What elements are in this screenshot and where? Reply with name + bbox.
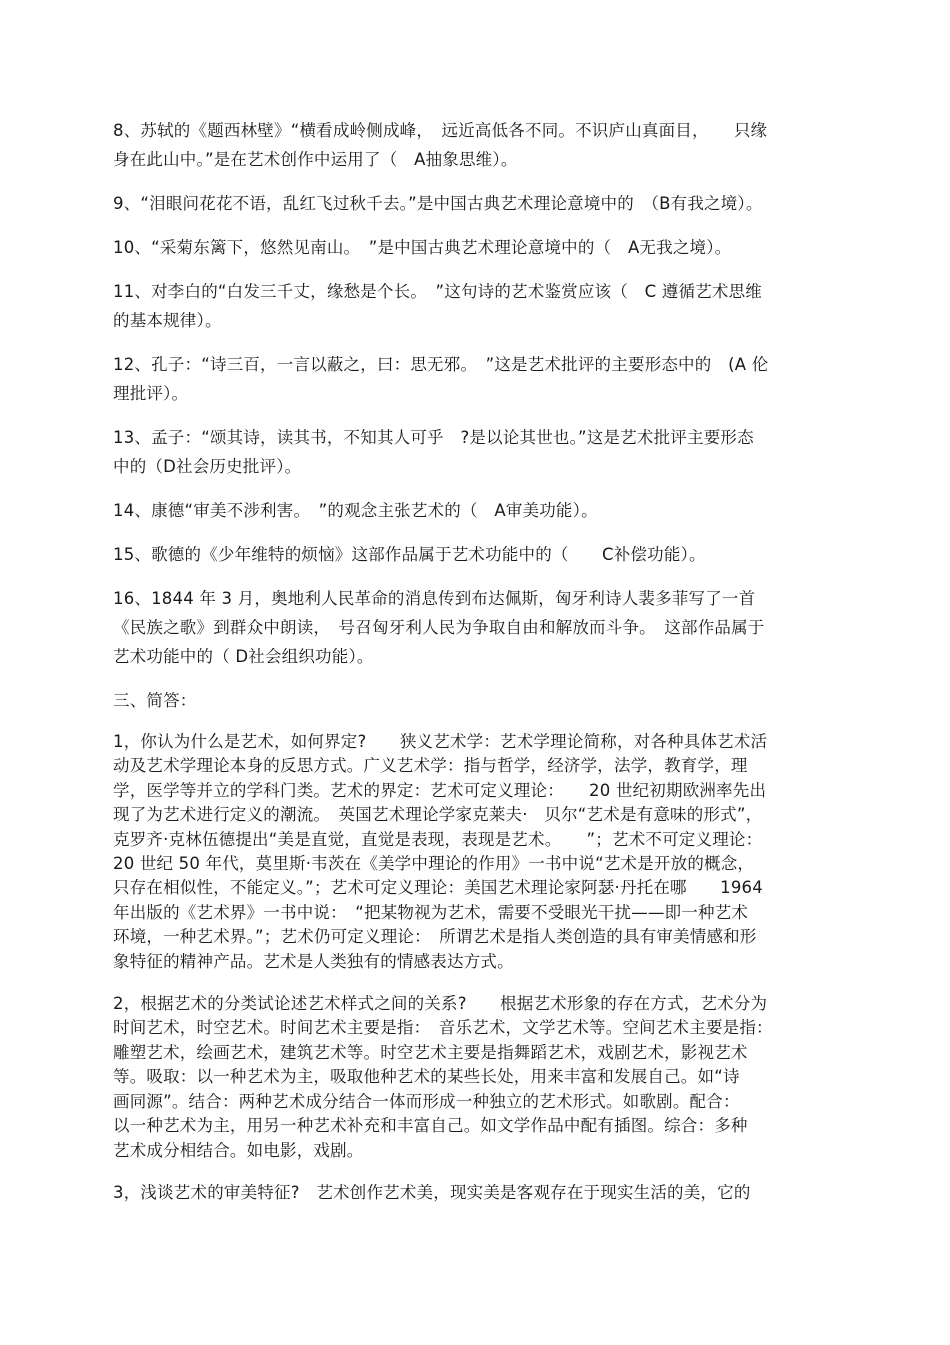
text-line: 克罗齐·克林伍德提出“美是直觉，直觉是表现，表现是艺术。 ”；艺术不可定义理论： <box>113 829 763 849</box>
text-line: 3，浅谈艺术的审美特征? 艺术创作艺术美，现实美是客观存在于现实生活的美，它的 <box>113 1182 751 1202</box>
text-line: 14、康德“审美不涉利害。 ”的观念主张艺术的（ A审美功能）。 <box>113 501 598 520</box>
text-line: 现了为艺术进行定义的潮流。 英国艺术理论学家克莱夫· 贝尔“艺术是有意味的形式”， <box>113 805 763 825</box>
text-line: 《民族之歌》到群众中朗读， 号召匈牙利人民为争取自由和解放而斗争。 这部作品属于 <box>113 618 765 637</box>
text-line: 16、1844 年 3 月，奥地利人民革命的消息传到布达佩斯，匈牙利诗人裴多菲写了一首 <box>113 589 756 608</box>
text-line: 的基本规律）。 <box>113 311 222 330</box>
text-line: 只存在相似性，不能定义。”；艺术可定义理论：美国艺术理论家阿瑟·丹托在哪 1964 <box>113 878 763 898</box>
question-8 <box>113 116 835 174</box>
text-line: 9、“泪眼问花花不语，乱红飞过秋千去。”是中国古典艺术理论意境中的 （B有我之境）。 <box>113 194 763 213</box>
text-line: 环境，一种艺术界。”；艺术仍可定义理论： 所谓艺术是指人类创造的具有审美情感和形 <box>113 927 757 947</box>
text-line: 2，根据艺术的分类试论述艺术样式之间的关系? 根据艺术形象的存在方式，艺术分为 <box>113 994 768 1014</box>
question-15 <box>113 540 835 569</box>
text-line: 等。吸取：以一种艺术为主，吸取他种艺术的某些长处，用来丰富和发展自己。如“诗 <box>113 1067 740 1087</box>
text-line: 20 世纪 50 年代，莫里斯·韦茨在《美学中理论的作用》一书中说“艺术是开放的概念， <box>113 854 755 874</box>
text-line: 艺术功能中的（ D社会组织功能）。 <box>113 647 374 666</box>
text-line: 年出版的《艺术界》一书中说： “把某物视为艺术，需要不受眼光干扰——即一种艺术 <box>113 902 749 922</box>
text-line: 15、歌德的《少年维特的烦恼》这部作品属于艺术功能中的（ C补偿功能）。 <box>113 545 706 564</box>
text-line: 以一种艺术为主，用另一种艺术补充和丰富自己。如文学作品中配有插图。综合：多种 <box>113 1116 748 1136</box>
section-heading <box>113 686 835 715</box>
question-12 <box>113 350 835 408</box>
text-line: 8、苏轼的《题西林壁》“横看成岭侧成峰， 远近高低各不同。不识庐山真面目， 只缘 <box>113 121 768 140</box>
question-11 <box>113 277 835 335</box>
text-line: 12、孔子：“诗三百，一言以蔽之，曰：思无邪。 ”这是艺术批评的主要形态中的 (A 伦 <box>113 355 769 374</box>
question-10 <box>113 233 835 262</box>
text-line: 雕塑艺术，绘画艺术，建筑艺术等。时空艺术主要是指舞蹈艺术，戏剧艺术，影视艺术 <box>113 1042 748 1062</box>
text-line: 13、孟子：“颂其诗，读其书，不知其人可乎 ?是以论其世也。”这是艺术批评主要形态 <box>113 428 754 447</box>
text-line: 象特征的精神产品。艺术是人类独有的情感表达方式。 <box>113 951 514 971</box>
essay-3 <box>113 1181 835 1205</box>
text-line: 画同源”。结合：两种艺术成分结合一体而形成一种独立的艺术形式。如歌剧。配合： <box>113 1091 740 1111</box>
essay-1 <box>113 730 835 974</box>
text-line: 1，你认为什么是艺术，如何界定? 狭义艺术学：艺术学理论简称，对各种具体艺术活 <box>113 732 768 751</box>
text-line: 时间艺术，时空艺术。时间艺术主要是指： 音乐艺术，文学艺术等。空间艺术主要是指： <box>113 1018 773 1038</box>
text-line: 理批评）。 <box>113 384 189 403</box>
text-line: 学，医学等并立的学科门类。艺术的界定：艺术可定义理论： 20 世纪初期欧洲率先出 <box>113 780 767 800</box>
question-9 <box>113 189 835 218</box>
question-13 <box>113 423 835 481</box>
document-body <box>113 116 835 1223</box>
text-line: 三、简答： <box>113 691 197 710</box>
essay-2 <box>113 992 835 1163</box>
question-16 <box>113 584 835 671</box>
text-line: 11、对李白的“白发三千丈，缘愁是个长。 ”这句诗的艺术鉴赏应该（ C 遵循艺术思维 <box>113 282 763 301</box>
text-line: 10、“采菊东篱下，悠然见南山。 ”是中国古典艺术理论意境中的（ A无我之境）。 <box>113 238 732 257</box>
text-line: 身在此山中。”是在艺术创作中运用了（ A抽象思维）。 <box>113 150 518 169</box>
text-line: 艺术成分相结合。如电影，戏剧。 <box>113 1140 364 1160</box>
text-line: 动及艺术学理论本身的反思方式。广义艺术学：指与哲学，经济学，法学，教育学，理 <box>113 756 748 776</box>
text-line: 中的（D社会历史批评）。 <box>113 457 302 476</box>
question-14 <box>113 496 835 525</box>
